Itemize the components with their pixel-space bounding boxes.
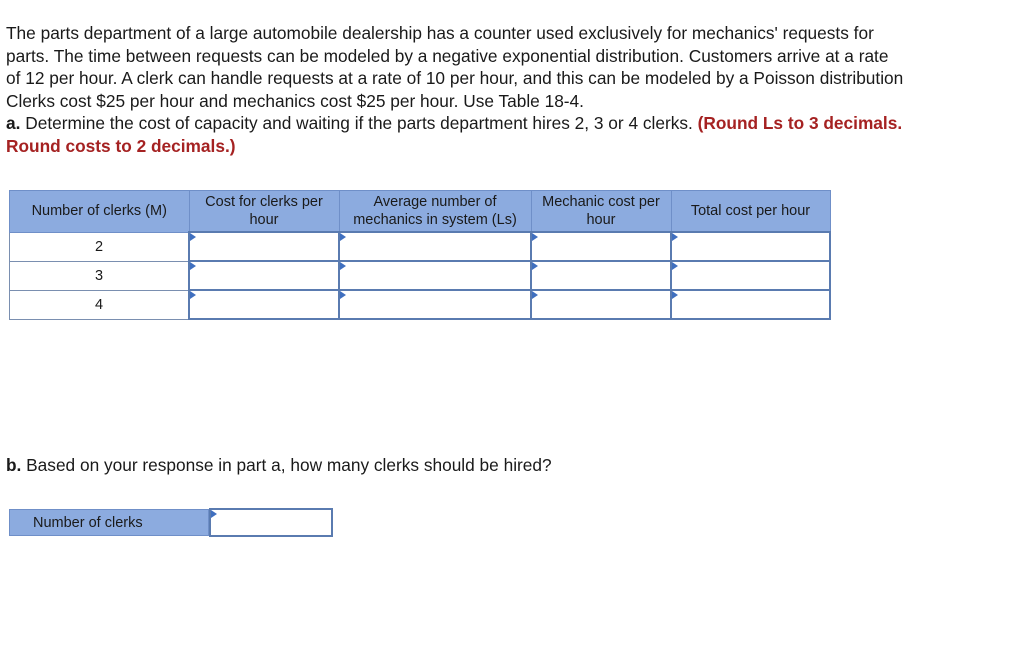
clerk-cost-input[interactable]: [190, 291, 338, 318]
header-number-of-clerks: Number of clerks (M): [10, 191, 190, 233]
clerk-cost-cell[interactable]: [189, 261, 339, 290]
total-cost-cell[interactable]: [671, 261, 830, 290]
problem-statement: [6, 22, 1022, 157]
part-b-label: b.: [6, 455, 22, 475]
cost-table: [9, 190, 831, 320]
input-flag-icon: [340, 233, 346, 241]
input-flag-icon: [211, 510, 217, 518]
clerk-cost-input[interactable]: [190, 262, 338, 289]
table-header-row: [10, 191, 831, 233]
table-row: [10, 261, 831, 290]
part-b-prompt: [6, 455, 552, 476]
ls-input[interactable]: [340, 291, 530, 318]
input-flag-icon: [190, 291, 196, 299]
input-flag-icon: [532, 291, 538, 299]
clerks-value: 3: [10, 261, 190, 290]
total-cost-input[interactable]: [672, 291, 829, 318]
ls-cell[interactable]: [339, 261, 531, 290]
mechanic-cost-input[interactable]: [532, 262, 670, 289]
ls-input[interactable]: [340, 233, 530, 260]
problem-line: Clerks cost $25 per hour and mechanics cost $25 per hour. Use Table 18-4.: [6, 90, 584, 111]
ls-input[interactable]: [340, 262, 530, 289]
problem-line: parts. The time between requests can be modeled by a negative exponential distribution. Customers arrive at a rate: [6, 45, 889, 66]
input-flag-icon: [672, 291, 678, 299]
header-clerk-cost: Cost for clerks per hour: [189, 191, 339, 233]
input-flag-icon: [532, 233, 538, 241]
input-flag-icon: [340, 291, 346, 299]
clerk-cost-cell[interactable]: [189, 232, 339, 261]
problem-line: The parts department of a large automobile dealership has a counter used exclusively for mechanics' requests for: [6, 23, 874, 43]
clerk-cost-cell[interactable]: [189, 290, 339, 319]
part-b-text: Based on your response in part a, how many clerks should be hired?: [21, 455, 552, 475]
part-a-prompt-cont: [6, 135, 1022, 158]
clerk-cost-input[interactable]: [190, 233, 338, 260]
mechanic-cost-input[interactable]: [532, 233, 670, 260]
total-cost-cell[interactable]: [671, 290, 830, 319]
header-mechanic-cost: Mechanic cost per hour: [531, 191, 671, 233]
header-total-cost: Total cost per hour: [671, 191, 830, 233]
total-cost-input[interactable]: [672, 233, 829, 260]
mechanic-cost-cell[interactable]: [531, 261, 671, 290]
input-flag-icon: [190, 233, 196, 241]
number-of-clerks-input[interactable]: [211, 510, 331, 535]
ls-cell[interactable]: [339, 232, 531, 261]
table-row: [10, 290, 831, 319]
problem-line: of 12 per hour. A clerk can handle requests at a rate of 10 per hour, and this can be modeled by a Poisson distribution: [6, 68, 904, 88]
mechanic-cost-cell[interactable]: [531, 232, 671, 261]
part-a-prompt: [6, 112, 1022, 135]
input-flag-icon: [190, 262, 196, 270]
number-of-clerks-box[interactable]: [209, 508, 333, 537]
input-flag-icon: [672, 233, 678, 241]
number-of-clerks-label: Number of clerks: [9, 509, 209, 536]
input-flag-icon: [672, 262, 678, 270]
total-cost-cell[interactable]: [671, 232, 830, 261]
part-b-answer-row: [9, 509, 333, 537]
input-flag-icon: [532, 262, 538, 270]
part-a-text: Determine the cost of capacity and waiting if the parts department hires 2, 3 or 4 clerks.: [20, 113, 698, 133]
input-flag-icon: [340, 262, 346, 270]
mechanic-cost-cell[interactable]: [531, 290, 671, 319]
clerks-value: 4: [10, 290, 190, 319]
clerks-value: 2: [10, 232, 190, 261]
ls-cell[interactable]: [339, 290, 531, 319]
total-cost-input[interactable]: [672, 262, 829, 289]
mechanic-cost-input[interactable]: [532, 291, 670, 318]
rounding-note-cont: Round costs to 2 decimals.): [6, 135, 236, 156]
table-row: [10, 232, 831, 261]
part-a-label: a.: [6, 113, 21, 133]
header-average-ls: Average number of mechanics in system (Ls): [339, 191, 531, 233]
rounding-note: (Round Ls to 3 decimals.: [697, 113, 903, 133]
